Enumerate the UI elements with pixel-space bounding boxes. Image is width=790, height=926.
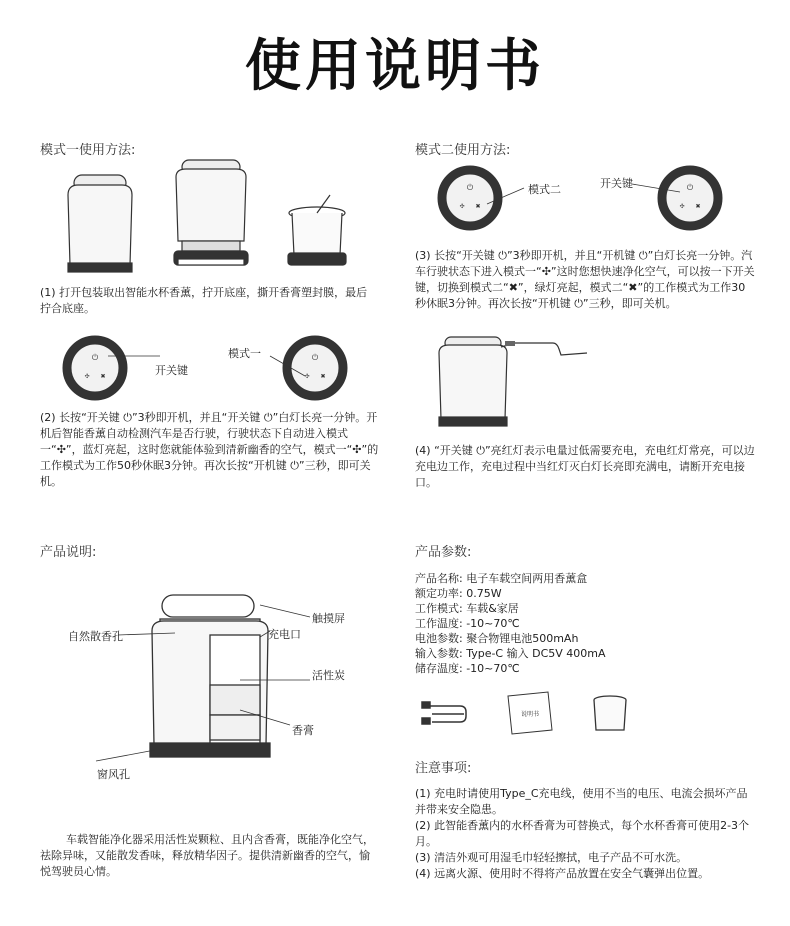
svg-text:✣: ✣: [459, 203, 465, 210]
svg-text:⏻: ⏻: [466, 183, 474, 192]
power-dial-left-m2: [438, 166, 502, 230]
page-title: 使用说明书: [245, 34, 545, 99]
svg-text:✖: ✖: [695, 203, 701, 210]
params-list: [415, 571, 606, 676]
mode2-buttons-illustration: [432, 158, 732, 238]
label-activated-carbon: 活性炭: [312, 669, 345, 682]
note-item: (4) 远离火源、使用时不得将产品放置在安全气囊弹出位置。: [415, 867, 710, 880]
cable-icon: [422, 702, 466, 724]
assembly-illustration: [60, 155, 360, 280]
mode1-heading: 模式一使用方法:: [40, 143, 136, 158]
param-row: 电池参数: 聚合物锂电池500mAh: [415, 632, 579, 645]
mode2-step4-text: (4) “开关键 ⏻”亮红灯表示电量过低需要充电，充电红灯常亮，可以边充电边工作，充电过程中当红灯灭白灯长亮即充满电，请断开充电接口。: [415, 444, 755, 489]
svg-text:⏻: ⏻: [311, 353, 319, 362]
mode2-heading: 模式二使用方法:: [415, 143, 511, 158]
mode1-step2-text: (2) 长按“开关键 ⏻”3秒即开机，并且“开关键 ⏻”白灯长亮一分钟。开机后智能香薰自动检测汽车是否行驶，行驶状态下自动进入模式一“✣”，蓝灯亮起，这时您就能体验到清新幽香的空气，模式一“✣”的工作模式为工作50秒休眠3分钟。再次长按“开机键 ⏻”三秒，即可关机。: [40, 411, 379, 488]
note-item: (1) 充电时请使用Type_C充电线，使用不当的电压、电流会损坏产品并带来安全隐患。: [415, 787, 748, 816]
product-description: 车载智能净化器采用活性炭颗粒、且内含香膏，既能净化空气，祛除异味，又能散发香味，释放精华因子。提供清新幽香的空气，愉悦驾驶员心情。: [40, 833, 374, 878]
svg-text:✖: ✖: [475, 203, 481, 210]
note-item: (2) 此智能香薰内的水杯香膏为可替换式，每个水杯香膏可使用2-3个月。: [415, 819, 750, 848]
param-row: 工作温度: -10~70℃: [415, 617, 520, 630]
accessories-illustration: [420, 690, 650, 740]
product-heading: 产品说明:: [40, 545, 97, 560]
svg-text:⏻: ⏻: [91, 353, 99, 362]
svg-text:✖: ✖: [100, 373, 106, 380]
mode2-step3-text: (3) 长按“开关键 ⏻”3秒即开机，并且“开机键 ⏻”白灯长亮一分钟。汽车行驶状态下进入模式一“✣”这时您想快速净化空气，可以按一下开关键，切换到模式二“✖”，绿灯亮起，模式二“✖”的工作模式为工作30秒休眠3分钟。再次长按“开机键 ⏻”三秒，即可关机。: [415, 249, 755, 310]
param-row: 工作模式: 车载&家居: [415, 602, 519, 615]
svg-text:✣: ✣: [679, 203, 685, 210]
power-dial-right: [283, 336, 347, 400]
label-vent: 窗风孔: [97, 768, 130, 781]
note-item: (3) 清洁外观可用湿毛巾轻轻擦拭，电子产品不可水洗。: [415, 851, 688, 864]
charging-illustration: [435, 333, 615, 433]
power-dial-left: [63, 336, 127, 400]
label-touch-screen: 触摸屏: [312, 612, 345, 625]
param-row: 输入参数: Type-C 输入 DC5V 400mA: [415, 647, 606, 660]
param-row: 储存温度: -10~70℃: [415, 662, 520, 675]
label-fragrance-hole: 自然散香孔: [68, 630, 123, 643]
notes-heading: 注意事项:: [415, 761, 472, 776]
mode1-step1-text: (1) 打开包装取出智能水杯香薰，拧开底座，撕开香膏塑封膜，最后拧合底座。: [40, 286, 368, 315]
mode2-key-label: 开关键: [600, 177, 633, 190]
notes-list: [415, 786, 755, 882]
mode2-mode-label: 模式二: [528, 183, 561, 196]
manual-label: 说明书: [520, 711, 540, 718]
power-dial-right-m2: [658, 166, 722, 230]
mode1-key-label: 开关键: [155, 364, 188, 377]
svg-text:✣: ✣: [304, 373, 310, 380]
manual-icon: [508, 692, 552, 734]
svg-text:✣: ✣: [84, 373, 90, 380]
balm-cup-image: [288, 195, 346, 265]
mode1-buttons-illustration: [60, 328, 370, 408]
label-balm: 香膏: [292, 724, 314, 737]
device-assembled-image: [68, 175, 132, 272]
mode1-mode-label: 模式一: [228, 347, 261, 360]
svg-text:✖: ✖: [320, 373, 326, 380]
param-row: 产品名称: 电子车载空间两用香薰盒: [415, 572, 588, 585]
device-opened-image: [174, 160, 248, 265]
svg-text:⏻: ⏻: [686, 183, 694, 192]
params-heading: 产品参数:: [415, 545, 472, 560]
param-row: 额定功率: 0.75W: [415, 587, 502, 600]
cup-icon: [594, 696, 626, 730]
label-charge-port: 充电口: [268, 628, 301, 641]
